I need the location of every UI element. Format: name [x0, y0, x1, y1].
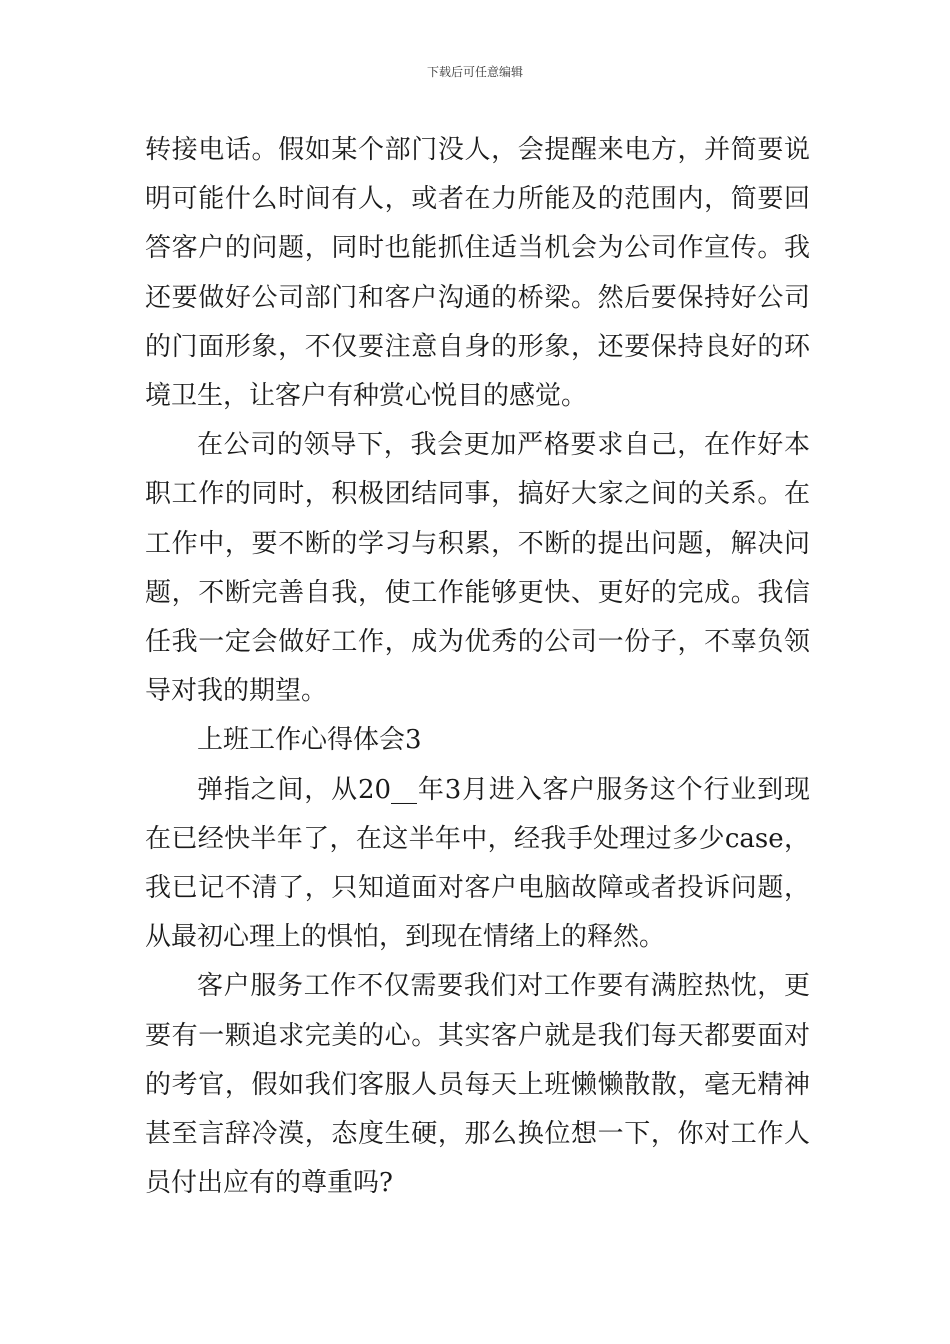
- paragraph-continuation: 转接电话。假如某个部门没人，会提醒来电方，并简要说明可能什么时间有人，或者在力所能及的范围内，简要回答客户的问题，同时也能抓住适当机会为公司作宣传。我还要做好公司部门和客户沟通的桥梁。然后要保持好公司的门面形象，不仅要注意自身的形象，还要保持良好的环境卫生，让客户有种赏心悦目的感觉。: [145, 135, 810, 412]
- paragraph-commitment: 在公司的领导下，我会更加严格要求自己，在作好本职工作的同时，积极团结同事，搞好大家之间的关系。在工作中，要不断的学习与积累，不断的提出问题，解决问题，不断完善自我，使工作能够更快、更好的完成。我信任我一定会做好工作，成为优秀的公司一份子，不辜负领导对我的期望。: [145, 430, 810, 707]
- page-header: 下载后可任意编辑: [426, 65, 523, 79]
- section-heading: 上班工作心得体会3: [197, 725, 422, 756]
- document-body: [145, 126, 810, 1208]
- paragraph-customer-service: 客户服务工作不仅需要我们对工作要有满腔热忱，更要有一颗追求完美的心。其实客户就是我们每天都要面对的考官，假如我们客服人员每天上班懒懒散散，毫无精神甚至言辞冷漠，态度生硬，那么换位想一下，你对工作人员付出应有的尊重吗?: [145, 971, 810, 1199]
- paragraph-half-year: 弹指之间，从20__年3月进入客户服务这个行业到现在已经快半年了，在这半年中，经我手处理过多少case，我已记不清了，只知道面对客户电脑故障或者投诉问题，从最初心理上的惧怕，到现在情绪上的释然。: [145, 774, 810, 953]
